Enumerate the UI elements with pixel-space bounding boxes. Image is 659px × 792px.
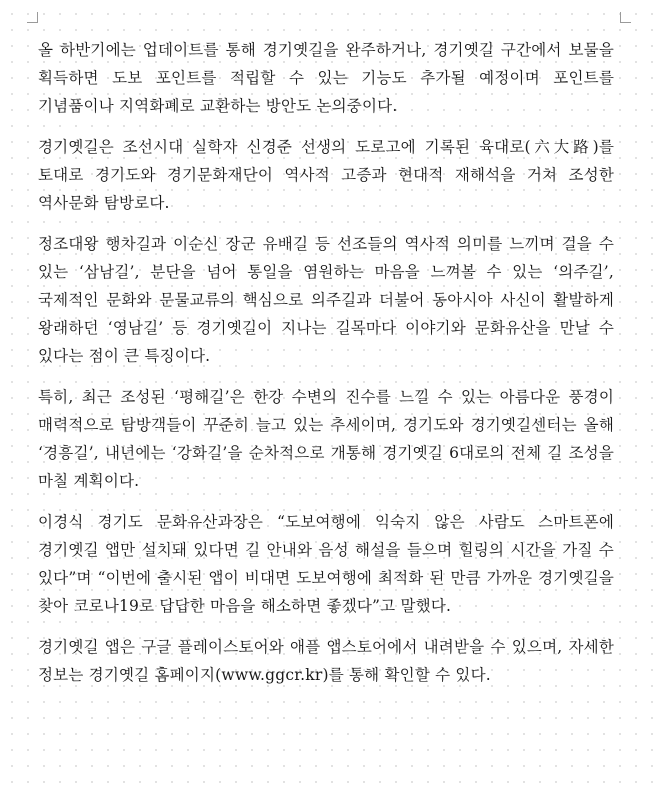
- paragraph: 이경식 경기도 문화유산과장은 “도보여행에 익숙지 않은 사람도 스마트폰에 경기옛길 앱만 설치돼 있다면 길 안내와 음성 해설을 들으며 힐링의 시간을 가질 수 있다”며 “이번에 출시된 앱이 비대면 도보여행에 최적화 된 만큼 가까운 경기옛길을 찾아 코로나19로 답답한 마음을 해소하면 좋겠다”고 말했다.: [38, 513, 614, 615]
- document-body[interactable]: [38, 36, 614, 689]
- page-margin-corner-top-right: [620, 12, 631, 23]
- paragraph: 특히, 최근 조성된 ‘평해길’은 한강 수변의 진수를 느낄 수 있는 아름다운 풍경이 매력적으로 탐방객들이 꾸준히 늘고 있는 추세이며, 경기도와 경기옛길센터는 올해 ‘경흥길’, 내년에는 ‘강화길’을 순차적으로 개통해 경기옛길 6대로의 전체 길 조성을 마칠 계획이다.: [38, 388, 614, 490]
- paragraph: 정조대왕 행차길과 이순신 장군 유배길 등 선조들의 역사적 의미를 느끼며 걸을 수 있는 ‘삼남길’, 분단을 넘어 통일을 염원하는 마음을 느껴볼 수 있는 ‘의주길’, 국제적인 문화와 문물교류의 핵심으로 의주길과 더불어 동아시아 사신이 활발하게 왕래하던 ‘영남길’ 등 경기옛길이 지나는 길목마다 이야기와 문화유산을 만날 수 있다는 점이 큰 특징이다.: [38, 235, 614, 365]
- paragraph: 올 하반기에는 업데이트를 통해 경기옛길을 완주하거나, 경기옛길 구간에서 보물을 획득하면 도보 포인트를 적립할 수 있는 기능도 추가될 예정이며 포인트를 기념품이나 지역화폐로 교환하는 방안도 논의중이다.: [38, 41, 614, 115]
- paragraph: 경기옛길 앱은 구글 플레이스토어와 애플 앱스토어에서 내려받을 수 있으며, 자세한 정보는 경기옛길 홈페이지(www.ggcr.kr)를 통해 확인할 수 있다.: [38, 638, 614, 684]
- paragraph: 경기옛길은 조선시대 실학자 신경준 선생의 도로고에 기록된 육대로(六大路)를 토대로 경기도와 경기문화재단이 역사적 고증과 현대적 재해석을 거쳐 조성한 역사문화 탐방로다.: [38, 138, 614, 212]
- page-margin-corner-top-left: [27, 12, 38, 23]
